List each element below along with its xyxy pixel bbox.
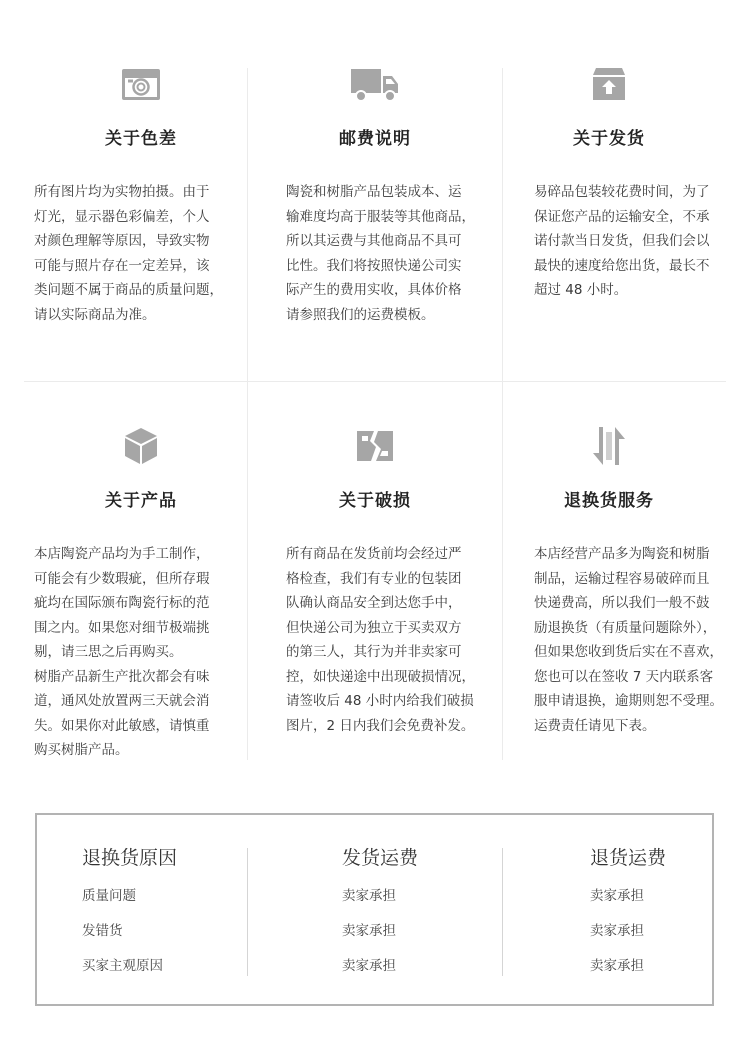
section-text: 所有图片均为实物拍摄。由于 灯光，显示器色彩偏差，个人 对颜色理解等原因，导致实物 可能与照片存在一定差异，该 类问题不属于商品的质量问题， 请以实际商品为准。 — [34, 184, 223, 323]
section-text: 易碎品包装较花费时间，为了 保证您产品的运输安全，不承 诺付款当日发货，但我们会以 最快的速度给您出货，最长不 超过 48 小时。 — [534, 184, 710, 298]
section-text: 所有商品在发货前均会经过严 格检查，我们有专业的包装团 队确认商品安全到达您手中， 但快递公司为独立于买卖双方 的第三人，其行为并非卖家可 控，如快递途中出现破损情况， 请签收后 48 小时内给我们破损 图片，2 日内我们会免费补发。 — [286, 546, 475, 734]
table-header: 退货运费 — [590, 847, 667, 869]
section-title: 邮费说明 — [339, 129, 411, 149]
section-title: 关于发货 — [573, 129, 645, 149]
table-header: 发货运费 — [342, 847, 419, 869]
upload-box-icon — [492, 60, 726, 108]
grid-divider-horizontal — [24, 381, 726, 382]
table-column-divider — [247, 848, 248, 976]
table-column-divider — [502, 848, 503, 976]
section-delivery — [492, 60, 726, 380]
policy-grid — [24, 60, 726, 760]
table-cell: 卖家承担 — [342, 958, 396, 974]
shipping-responsibility-table — [35, 813, 714, 1006]
table-cell: 发错货 — [82, 923, 123, 939]
camera-icon — [24, 60, 258, 108]
table-cell: 卖家承担 — [590, 888, 644, 904]
cube-icon — [24, 422, 258, 470]
section-shipping-fee — [258, 60, 492, 380]
table-cell: 卖家承担 — [590, 958, 644, 974]
table-cell: 卖家承担 — [342, 888, 396, 904]
table-cell: 买家主观原因 — [82, 958, 163, 974]
section-title: 退换货服务 — [564, 491, 654, 511]
section-color-difference — [24, 60, 258, 380]
broken-box-icon — [258, 422, 492, 470]
section-text: 本店陶瓷产品均为手工制作， 可能会有少数瑕疵，但所存瑕 疵均在国际颁布陶瓷行标的范 围之内。如果您对细节极端挑 剔，请三思之后再购买。 树脂产品新生产批次都会有味 道，通风处放置两三天就会消 失。如果你对此敏感，请慎重 购买树脂产品。 — [34, 546, 210, 758]
section-product — [24, 422, 258, 760]
section-return-service — [492, 422, 726, 760]
section-title: 关于色差 — [105, 129, 177, 149]
table-header: 退换货原因 — [82, 847, 178, 869]
section-text: 陶瓷和树脂产品包装成本、运 输难度均高于服装等其他商品， 所以其运费与其他商品不具可 比性。我们将按照快递公司实 际产生的费用实收，具体价格 请参照我们的运费模板。 — [286, 184, 475, 323]
section-damage — [258, 422, 492, 760]
table-column-delivery-fee — [342, 845, 418, 976]
table-cell: 卖家承担 — [342, 923, 396, 939]
truck-icon — [258, 60, 492, 108]
table-cell: 质量问题 — [82, 888, 136, 904]
section-title: 关于破损 — [339, 491, 411, 511]
table-column-reason — [82, 845, 177, 976]
section-text: 本店经营产品多为陶瓷和树脂 制品，运输过程容易破碎而且 快递费高，所以我们一般不鼓 励退换货（有质量问题除外）， 但如果您收到货后实在不喜欢， 您也可以在签收 7 天内联系客 服申请退换，逾期则恕不受理。 运费责任请见下表。 — [534, 546, 723, 734]
section-title: 关于产品 — [105, 491, 177, 511]
table-column-return-fee — [590, 845, 666, 976]
table-cell: 卖家承担 — [590, 923, 644, 939]
exchange-arrows-icon — [492, 422, 726, 470]
